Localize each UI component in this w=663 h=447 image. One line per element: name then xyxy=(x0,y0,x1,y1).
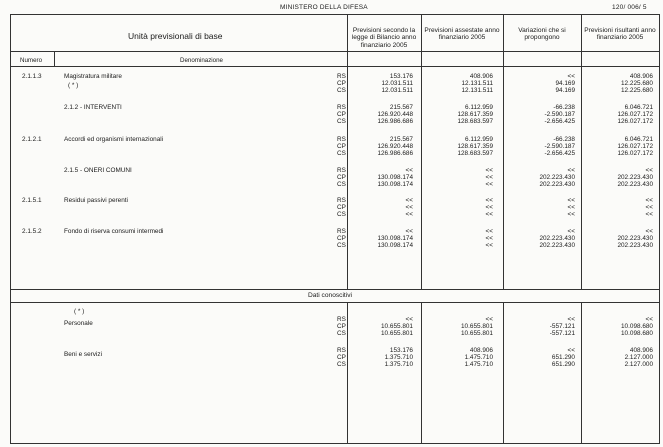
table-cell: 12.031.511 xyxy=(381,80,413,88)
table-cell: 10.655.801 xyxy=(381,330,413,338)
row-type: CS xyxy=(337,181,346,189)
table-cell: 651.290 xyxy=(551,361,575,369)
table-cell: 408.906 xyxy=(469,73,493,80)
page-code: 120/ 006/ 5 xyxy=(612,4,647,11)
upb-name: Accordi ed organismi internazionali xyxy=(64,136,164,143)
table-cell: 126.986.686 xyxy=(377,150,413,158)
table-cell: 6.046.721 xyxy=(624,136,653,143)
table-cell: << xyxy=(405,228,413,235)
table-cell: << xyxy=(405,211,413,219)
row-type: RS xyxy=(337,136,346,143)
table-cell: 126.920.448 xyxy=(377,111,413,119)
table-cell: 1.375.710 xyxy=(384,361,413,369)
table-cell: 130.098.174 xyxy=(377,174,413,182)
table-cell: << xyxy=(567,316,575,323)
col-variazioni: Variazioni che si propongono xyxy=(518,27,566,42)
table-cell: << xyxy=(485,197,493,204)
upb-number: 2.1.5.2 xyxy=(22,228,42,235)
row-type: CS xyxy=(337,87,346,95)
upb-number: 2.1.1.3 xyxy=(22,73,42,80)
table-cell: 126.986.686 xyxy=(377,118,413,126)
table-cell: 153.176 xyxy=(389,347,413,354)
table-cell: 202.223.430 xyxy=(539,235,575,243)
section-divider-bottom xyxy=(10,302,660,303)
table-cell: 202.223.430 xyxy=(617,242,653,250)
table-cell: << xyxy=(567,211,575,219)
table-cell: << xyxy=(485,204,493,212)
ministry-header: MINISTERO DELLA DIFESA xyxy=(280,4,368,11)
row-type: CP xyxy=(337,111,346,119)
section-divider-top xyxy=(10,289,660,290)
table-cell: 10.655.801 xyxy=(461,323,493,331)
table-cell: 126.027.172 xyxy=(617,143,653,151)
row-type: CS xyxy=(337,150,346,158)
col-previsioni-risultanti: Previsioni risultanti anno finanziario 2005 xyxy=(584,27,656,42)
table-cell: 202.223.430 xyxy=(617,181,653,189)
table-cell: << xyxy=(645,228,653,235)
row-type: CP xyxy=(337,143,346,151)
table-cell: << xyxy=(567,167,575,174)
table-cell: 202.223.430 xyxy=(617,174,653,182)
table-cell: << xyxy=(405,204,413,212)
table-cell: << xyxy=(485,228,493,235)
col-divider-3 xyxy=(503,14,504,289)
dati-note: ( * ) xyxy=(74,308,85,315)
col-divider-2b xyxy=(421,302,422,444)
col-previsioni-assestate: Previsioni assestate anno finanziario 2005 xyxy=(424,27,500,42)
col-divider-numero xyxy=(54,51,55,66)
table-cell: << xyxy=(405,167,413,174)
table-cell: 408.906 xyxy=(469,347,493,354)
table-cell: 215.567 xyxy=(389,136,413,143)
numero-header: Numero xyxy=(20,57,43,64)
table-cell: 130.098.174 xyxy=(377,181,413,189)
table-cell: << xyxy=(567,204,575,212)
table-cell: << xyxy=(485,167,493,174)
table-cell: << xyxy=(485,211,493,219)
table-cell: 215.567 xyxy=(389,104,413,111)
row-type: RS xyxy=(337,228,346,235)
table-cell: 153.176 xyxy=(389,73,413,80)
table-cell: << xyxy=(645,316,653,323)
table-cell: 126.027.172 xyxy=(617,118,653,126)
table-cell: -2.656.425 xyxy=(544,150,575,158)
table-cell: << xyxy=(405,316,413,323)
table-cell: 6.112.959 xyxy=(465,104,493,111)
table-cell: 128.683.597 xyxy=(457,150,493,158)
table-cell: 128.617.359 xyxy=(457,143,493,151)
table-cell: << xyxy=(567,197,575,204)
table-cell: << xyxy=(485,181,493,189)
table-cell: 12.131.511 xyxy=(461,80,493,88)
upb-name: 2.1.5 - ONERI COMUNI xyxy=(64,167,132,174)
table-cell: << xyxy=(567,347,575,354)
table-cell: << xyxy=(645,204,653,212)
row-type: CP xyxy=(337,174,346,182)
table-cell: 130.098.174 xyxy=(377,235,413,243)
upb-note: ( * ) xyxy=(68,82,79,89)
row-type: RS xyxy=(337,167,346,174)
table-cell: 128.683.597 xyxy=(457,118,493,126)
row-type: CS xyxy=(337,361,346,369)
table-cell: << xyxy=(645,211,653,219)
row-type: CP xyxy=(337,204,346,212)
table-cell: 128.617.359 xyxy=(457,111,493,119)
dati-name: Personale xyxy=(64,320,93,327)
header-divider xyxy=(10,51,660,52)
table-cell: << xyxy=(567,73,575,80)
table-cell: 12.131.511 xyxy=(461,87,493,95)
table-cell: 12.031.511 xyxy=(381,87,413,95)
denominazione-header: Denominazione xyxy=(180,57,223,64)
row-type: RS xyxy=(337,104,346,111)
row-type: CP xyxy=(337,235,346,243)
table-cell: 1.375.710 xyxy=(384,354,413,362)
upb-number: 2.1.2.1 xyxy=(22,136,42,143)
table-cell: << xyxy=(485,316,493,323)
row-type: CP xyxy=(337,323,346,331)
table-cell: 10.098.680 xyxy=(621,323,653,331)
table-cell: -2.590.187 xyxy=(544,143,575,151)
upb-name: Residui passivi perenti xyxy=(64,197,128,204)
table-cell: 1.475.710 xyxy=(464,361,493,369)
table-cell: 94.169 xyxy=(555,87,575,95)
col-previsioni-bilancio: Previsioni secondo la legge di Bilancio anno finanziario 2005 xyxy=(351,27,417,49)
dati-conoscitivi-label: Dati conoscitivi xyxy=(308,292,352,299)
row-type: RS xyxy=(337,347,346,354)
row-type: CS xyxy=(337,242,346,250)
table-cell: 10.655.801 xyxy=(461,330,493,338)
table-cell: -557.121 xyxy=(549,323,575,331)
table-cell: 1.475.710 xyxy=(464,354,493,362)
row-type: RS xyxy=(337,73,346,80)
table-cell: -2.590.187 xyxy=(544,111,575,119)
table-cell: << xyxy=(405,197,413,204)
table-title: Unità previsionali di base xyxy=(128,31,223,41)
table-cell: 10.098.680 xyxy=(621,330,653,338)
row-type: RS xyxy=(337,197,346,204)
table-cell: 2.127.000 xyxy=(624,361,653,369)
table-cell: << xyxy=(485,174,493,182)
table-cell: 130.098.174 xyxy=(377,242,413,250)
table-cell: 94.169 xyxy=(555,80,575,88)
table-cell: -557.121 xyxy=(549,330,575,338)
table-cell: 408.906 xyxy=(629,347,653,354)
upb-number: 2.1.5.1 xyxy=(22,197,42,204)
col-divider-4 xyxy=(581,14,582,289)
upb-name: 2.1.2 - INTERVENTI xyxy=(64,104,122,111)
dati-name: Beni e servizi xyxy=(64,351,103,358)
table-cell: 126.027.172 xyxy=(617,111,653,119)
table-cell: -66.238 xyxy=(553,104,575,111)
table-cell: 6.112.959 xyxy=(465,136,493,143)
header-bottom-line xyxy=(10,66,660,67)
row-type: RS xyxy=(337,316,346,323)
table-cell: 202.223.430 xyxy=(539,181,575,189)
table-cell: << xyxy=(485,235,493,243)
table-cell: 202.223.430 xyxy=(617,235,653,243)
row-type: CS xyxy=(337,330,346,338)
table-cell: 202.223.430 xyxy=(539,242,575,250)
upb-name: Magistratura militare xyxy=(64,73,122,80)
table-cell: 12.225.680 xyxy=(621,80,653,88)
col-divider-4b xyxy=(581,302,582,444)
row-type: CP xyxy=(337,80,346,88)
table-cell: << xyxy=(645,197,653,204)
table-cell: << xyxy=(567,228,575,235)
row-type: CS xyxy=(337,211,346,219)
table-cell: -2.656.425 xyxy=(544,118,575,126)
table-cell: 126.920.448 xyxy=(377,143,413,151)
row-type: CP xyxy=(337,354,346,362)
table-cell: 12.225.680 xyxy=(621,87,653,95)
table-cell: 10.655.801 xyxy=(381,323,413,331)
table-cell: 6.046.721 xyxy=(624,104,653,111)
row-type: CS xyxy=(337,118,346,126)
table-cell: << xyxy=(645,167,653,174)
col-divider-3b xyxy=(503,302,504,444)
table-cell: -66.238 xyxy=(553,136,575,143)
table-cell: 408.906 xyxy=(629,73,653,80)
table-cell: << xyxy=(485,242,493,250)
col-divider-2 xyxy=(421,14,422,289)
table-cell: 2.127.000 xyxy=(624,354,653,362)
table-cell: 202.223.430 xyxy=(539,174,575,182)
table-cell: 126.027.172 xyxy=(617,150,653,158)
table-cell: 651.290 xyxy=(551,354,575,362)
upb-name: Fondo di riserva consumi intermedi xyxy=(64,228,164,235)
